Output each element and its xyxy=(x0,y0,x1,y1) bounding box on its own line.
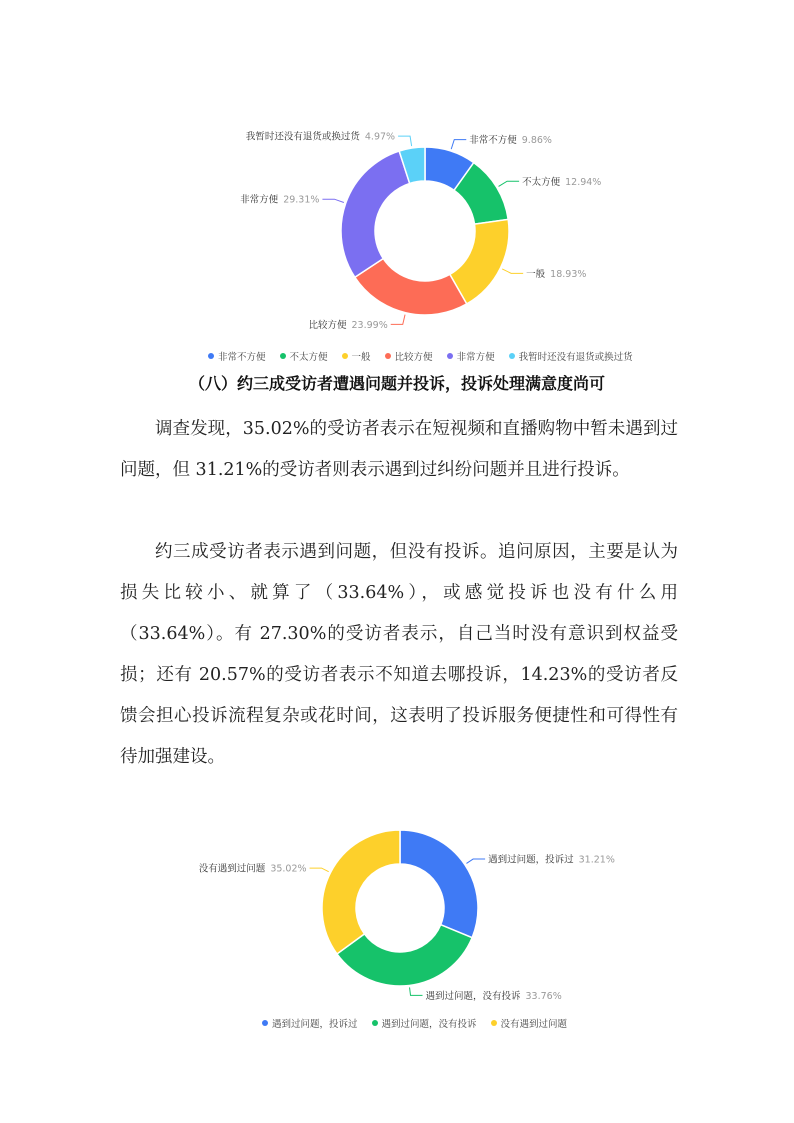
chart1-legend-dot-2 xyxy=(342,353,348,359)
chart2-label-2: 没有遇到过问题 35.02% xyxy=(198,863,307,875)
chart2-label-0: 遇到过问题，投诉过 31.21% xyxy=(488,854,615,866)
chart1-leader-0 xyxy=(451,140,466,150)
chart1-slice-4 xyxy=(341,151,410,277)
chart2-label-1: 遇到过问题，没有投诉 33.76% xyxy=(425,990,562,1002)
chart1-legend-item-4[interactable] xyxy=(447,349,495,363)
chart2-legend-label-2: 没有遇到过问题 xyxy=(500,1019,568,1030)
complaint-legend xyxy=(262,1016,567,1030)
chart1-legend-item-2[interactable] xyxy=(342,349,371,363)
chart2-legend-item-2[interactable] xyxy=(491,1016,568,1030)
chart2-legend-dot-2 xyxy=(491,1020,497,1026)
chart1-legend-label-3: 比较方便 xyxy=(394,352,433,363)
chart1-leader-5 xyxy=(398,136,412,146)
chart1-legend-dot-5 xyxy=(509,353,515,359)
chart1-leader-1 xyxy=(499,181,520,186)
chart1-legend-dot-3 xyxy=(385,353,391,359)
chart1-legend-item-0[interactable] xyxy=(208,349,266,363)
chart2-leader-2 xyxy=(310,868,329,872)
chart1-leader-3 xyxy=(391,315,405,325)
chart1-label-2: 一般 18.93% xyxy=(526,268,587,280)
chart2-slice-2 xyxy=(322,830,400,954)
chart1-label-0: 非常不方便 9.86% xyxy=(469,135,552,147)
chart2-leader-0 xyxy=(466,859,485,863)
chart1-legend-label-4: 非常方便 xyxy=(456,352,495,363)
chart1-legend-item-3[interactable] xyxy=(385,349,433,363)
chart1-label-5: 我暂时还没有退货或换过货 4.97% xyxy=(245,131,396,143)
chart1-legend-item-5[interactable] xyxy=(509,349,633,363)
chart1-legend-label-0: 非常不方便 xyxy=(218,352,266,363)
convenience-legend xyxy=(208,349,633,363)
chart2-legend-dot-1 xyxy=(372,1020,378,1026)
chart1-legend-dot-1 xyxy=(280,353,286,359)
section-heading: （八）约三成受访者遭遇问题并投诉，投诉处理满意度尚可 xyxy=(188,374,605,393)
chart1-legend-dot-0 xyxy=(208,353,214,359)
chart1-legend-dot-4 xyxy=(447,353,453,359)
chart1-leader-4 xyxy=(322,199,343,202)
complaint-donut-svg xyxy=(0,820,794,1005)
paragraph-1: 调查发现，35.02%的受访者表示在短视频和直播购物中暂未遇到过问题，但 31.21%的受访者则表示遇到过纠纷问题并且进行投诉。 xyxy=(120,419,678,480)
convenience-donut-chart xyxy=(0,100,794,340)
chart1-label-4: 非常方便 29.31% xyxy=(240,194,320,206)
chart1-legend-item-1[interactable] xyxy=(280,349,328,363)
complaint-donut-chart xyxy=(0,820,794,1005)
chart2-slice-0 xyxy=(400,830,478,938)
chart2-legend-dot-0 xyxy=(262,1020,268,1026)
convenience-donut-svg xyxy=(0,100,794,340)
chart1-leader-2 xyxy=(502,269,523,273)
chart2-legend-item-1[interactable] xyxy=(372,1016,477,1030)
chart1-legend-label-5: 我暂时还没有退货或换过货 xyxy=(518,352,633,363)
chart2-legend-label-1: 遇到过问题，没有投诉 xyxy=(381,1019,477,1030)
chart2-legend-item-0[interactable] xyxy=(262,1016,358,1030)
paragraph-2: 约三成受访者表示遇到问题，但没有投诉。追问原因，主要是认为损失比较小、就算了（33.64%），或感觉投诉也没有什么用（33.64%）。有 27.30%的受访者表示，自己当时没有意识到权益受损；还有 20.57%的受访者表示不知道去哪投诉，14.23%的受访者反馈会担心投诉流程复杂或花时间，这表明了投诉服务便捷性和可得性有待加强建设。 xyxy=(120,542,678,767)
chart1-legend-label-1: 不太方便 xyxy=(289,352,328,363)
chart2-leader-1 xyxy=(410,987,423,995)
chart1-label-3: 比较方便 23.99% xyxy=(308,319,388,331)
chart1-legend-label-2: 一般 xyxy=(351,352,371,363)
chart2-legend-label-0: 遇到过问题，投诉过 xyxy=(272,1019,358,1030)
chart1-label-1: 不太方便 12.94% xyxy=(522,176,602,188)
